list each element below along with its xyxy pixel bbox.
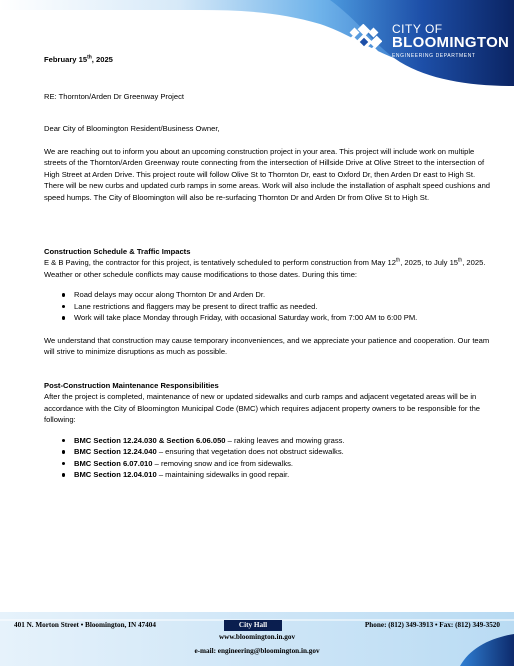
- footer-website-link[interactable]: www.bloomington.in.gov: [218, 633, 296, 641]
- list-item: BMC Section 12.04.010 – maintaining sidewalks in good repair.: [44, 469, 496, 481]
- logo-department: ENGINEERING DEPARTMENT: [392, 53, 476, 59]
- letter-date: February 15th, 2025: [44, 54, 113, 64]
- list-item: Road delays may occur along Thornton Dr and Arden Dr.: [44, 289, 496, 301]
- list-item: Lane restrictions and flaggers may be present to direct traffic as needed.: [44, 301, 496, 313]
- re-line: RE: Thornton/Arden Dr Greenway Project: [44, 92, 184, 101]
- salutation: Dear City of Bloomington Resident/Business Owner,: [44, 124, 220, 133]
- footer-phone-fax: Phone: (812) 349-3913 • Fax: (812) 349-3520: [364, 621, 500, 629]
- schedule-text: E & B Paving, the contractor for this project, is tentatively scheduled to perform construction from May 12th, 2025, to July 15th, 2025. Weather or other schedule conflicts may cause modifications to those dates. During this time:: [44, 257, 486, 279]
- footer-contact-row: [0, 621, 514, 633]
- city-hall-badge: City Hall: [224, 620, 282, 631]
- list-item: BMC Section 6.07.010 – removing snow and ice from sidewalks.: [44, 458, 496, 470]
- maintenance-bullets: [44, 435, 496, 481]
- schedule-section: [44, 246, 496, 324]
- schedule-bullets: [44, 289, 496, 324]
- list-item: BMC Section 12.24.030 & Section 6.06.050 – raking leaves and mowing grass.: [44, 435, 496, 447]
- logo-city-prefix: CITY OF: [392, 22, 443, 36]
- list-item: BMC Section 12.24.040 – ensuring that vegetation does not obstruct sidewalks.: [44, 446, 496, 458]
- city-seal-icon: [346, 24, 382, 60]
- schedule-heading: Construction Schedule & Traffic Impacts: [44, 247, 191, 256]
- maintenance-heading: Post-Construction Maintenance Responsibilities: [44, 381, 219, 390]
- logo-city-name: BLOOMINGTON: [392, 34, 510, 51]
- city-logo: [346, 20, 510, 66]
- footer-address: 401 N. Morton Street • Bloomington, IN 47404: [14, 621, 156, 629]
- list-item: Work will take place Monday through Friday, with occasional Saturday work, from 7:00 AM to 6:00 PM.: [44, 312, 496, 324]
- footer-email-link[interactable]: e-mail: engineering@bloomington.in.gov: [194, 647, 320, 655]
- understanding-paragraph: We understand that construction may cause temporary inconveniences, and we appreciate your patience and cooperation. Our team will strive to minimize disruptions as much as possible.: [44, 336, 490, 357]
- intro-paragraph: We are reaching out to inform you about an upcoming construction project in your area. This project will include work on multiple streets of the Thornton/Arden Greenway route connecting from the intersection of Hillside Drive at Olive Street to the intersection of High Street at Arden Drive. This project route will follow Olive St to Thornton Dr, east to Oxford Dr, then Arden Dr east to High St. There will be new curbs and updated curb ramps in some areas. Work will also include the installation of asphalt speed cushions and speed humps. The City of Bloomington will also be re-surfacing Thornton Dr and Arden Dr from Olive St to High St.: [44, 147, 491, 202]
- maintenance-section: [44, 380, 496, 481]
- maintenance-text: After the project is completed, maintenance of new or updated sidewalks and curb ramps and adjacent vegetated areas will be in accordance with the City of Bloomington Municipal Code (BMC) which requires adjacent property owners to be responsible for the following:: [44, 392, 481, 425]
